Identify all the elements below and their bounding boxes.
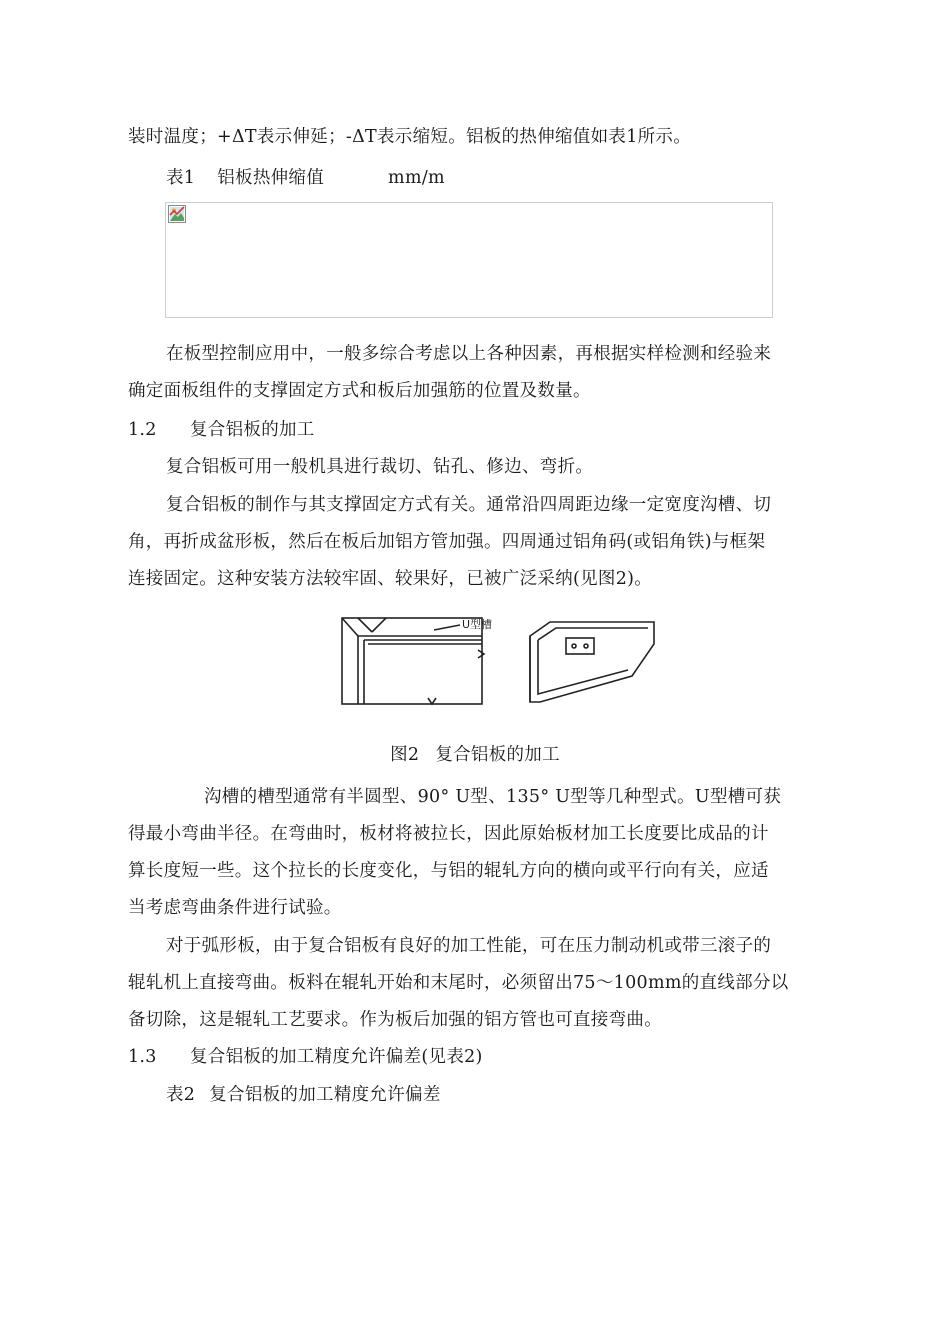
table2-caption: [166, 1083, 866, 1107]
corner-cut-line: [358, 618, 372, 632]
table2-title: 复合铝板的加工精度允许偏差: [209, 1085, 441, 1105]
table1-label: 表1: [166, 168, 196, 188]
paragraph-line: 当考虑弯曲条件进行试验。: [128, 898, 342, 918]
bracket-hole: [584, 644, 588, 648]
table1-title: 铝板热伸缩值: [217, 168, 325, 188]
table1-caption: [166, 166, 866, 190]
figure2-annotation: U型槽: [462, 618, 493, 631]
section-number: 1.3: [128, 1047, 157, 1067]
paragraph-line: 对于弧形板，由于复合铝板有良好的加工性能，可在压力制动机或带三滚子的: [166, 936, 772, 956]
tray-outline: [530, 622, 654, 702]
tray-edge: [538, 640, 628, 694]
paragraph-line: 得最小弯曲半径。在弯曲时，板材将被拉长，因此原始板材加工长度要比成品的计: [128, 824, 769, 844]
corner-bracket: [566, 638, 594, 654]
section-heading-1-2: [128, 418, 828, 442]
section-title: 复合铝板的加工: [190, 420, 315, 440]
corner-cut-line: [372, 618, 386, 632]
table2-label: 表2: [166, 1085, 196, 1105]
table1-unit: mm/m: [388, 168, 445, 188]
paragraph-line: 连接固定。这种安装方法较牢固、较果好，已被广泛采纳(见图2)。: [128, 569, 653, 589]
figure2-drawing: [336, 614, 666, 710]
bracket-hole: [572, 644, 576, 648]
paragraph-line: 复合铝板可用一般机具进行裁切、钻孔、修边、弯折。: [166, 457, 594, 477]
corner-cut-line: [342, 618, 358, 636]
section-title: 复合铝板的加工精度允许偏差(见表2): [190, 1047, 483, 1067]
paragraph-line: 确定面板组件的支撑固定方式和板后加强筋的位置及数量。: [128, 381, 591, 401]
paragraph-line: 辊轧机上直接弯曲。板料在辊轧开始和末尾时，必须留出75～100mm的直线部分以: [128, 973, 789, 993]
figure2-label: 图2: [390, 745, 420, 765]
paragraph-line: 装时温度；+ΔT表示伸延；-ΔT表示缩短。铝板的热伸缩值如表1所示。: [128, 127, 692, 147]
broken-image-icon: [168, 205, 186, 223]
paragraph-line: 在板型控制应用中，一般多综合考虑以上各种因素，再根据实样检测和经验来: [166, 344, 772, 364]
figure2-title: 复合铝板的加工: [435, 745, 560, 765]
break-mark: [478, 650, 484, 658]
paragraph-line: 角，再折成盆形板，然后在板后加铝方管加强。四周通过铝角码(或铝角铁)与框架: [128, 532, 766, 552]
panel-outline: [342, 618, 482, 704]
paragraph-line: 复合铝板的制作与其支撑固定方式有关。通常沿四周距边缘一定宽度沟槽、切: [166, 495, 772, 515]
break-mark: [428, 698, 436, 704]
paragraph-line: 备切除，这是辊轧工艺要求。作为板后加强的铝方管也可直接弯曲。: [128, 1010, 662, 1030]
table1-image-placeholder: [165, 202, 773, 318]
annotation-leader: [434, 625, 460, 630]
section-heading-1-3: [128, 1045, 828, 1069]
section-number: 1.2: [128, 420, 157, 440]
figure2-caption: [0, 743, 950, 767]
paragraph-line: 算长度短一些。这个拉长的长度变化，与铝的辊轧方向的横向或平行向有关，应适: [128, 861, 769, 881]
paragraph-line: 沟槽的槽型通常有半圆型、90° U型、135° U型等几种型式。U型槽可获: [204, 787, 782, 807]
